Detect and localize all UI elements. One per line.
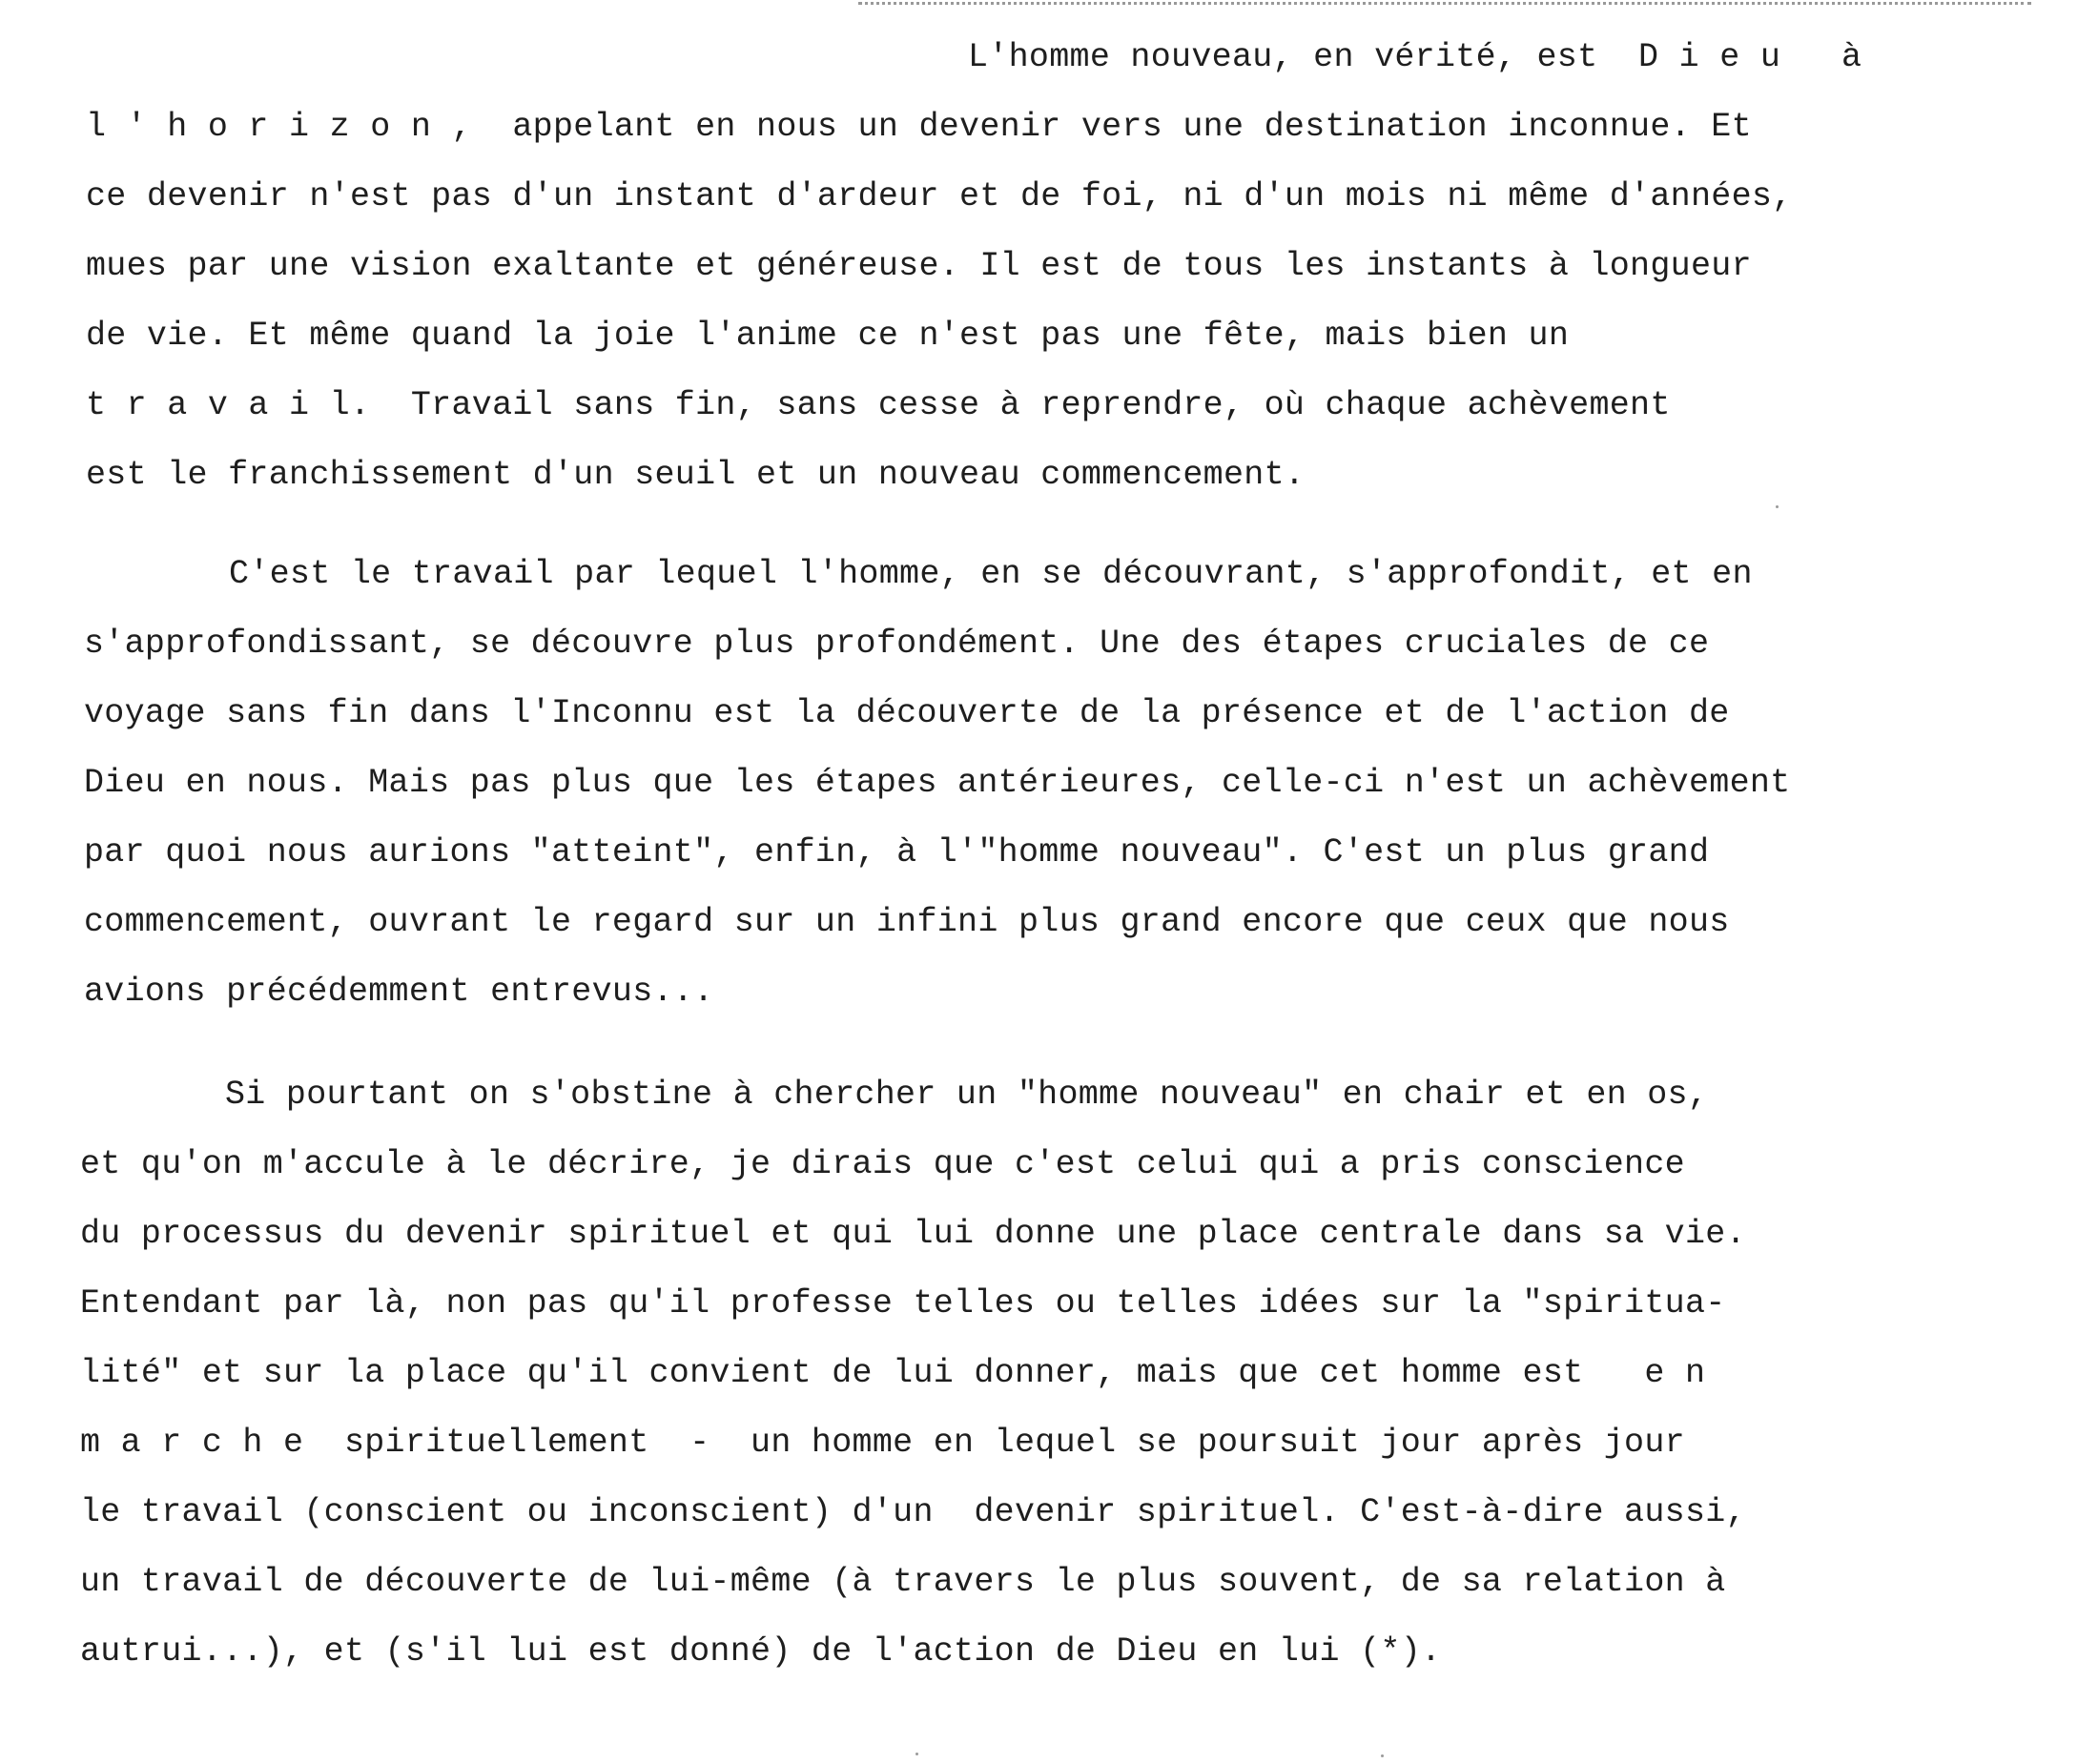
text-line: s'approfondissant, se découvre plus profondément. Une des étapes cruciales de ce — [84, 625, 1710, 663]
text-line: lité" et sur la place qu'il convient de lui donner, mais que cet homme est e n — [80, 1354, 1706, 1392]
text-line: commencement, ouvrant le regard sur un infini plus grand encore que ceux que nous — [84, 903, 1730, 941]
text-line: m a r c h e spirituellement - un homme en lequel se poursuit jour après jour — [80, 1424, 1685, 1462]
cut-off-previous-line — [858, 0, 2031, 5]
text-line: est le franchissement d'un seuil et un nouveau commencement. — [86, 456, 1306, 494]
text-line: Dieu en nous. Mais pas plus que les étapes antérieures, celle-ci n'est un achèvement — [84, 764, 1791, 802]
text-line: le travail (conscient ou inconscient) d'un devenir spirituel. C'est-à-dire aussi, — [80, 1493, 1746, 1531]
scan-speck — [1381, 1754, 1384, 1757]
text-line: L'homme nouveau, en vérité, est D i e u à — [968, 38, 1862, 76]
text-line: mues par une vision exaltante et généreuse. Il est de tous les instants à longueur — [86, 247, 1752, 285]
text-line: avions précédemment entrevus... — [84, 973, 714, 1011]
text-line: voyage sans fin dans l'Inconnu est la découverte de la présence et de l'action de — [84, 694, 1730, 732]
text-line: autrui...), et (s'il lui est donné) de l'action de Dieu en lui (*). — [80, 1632, 1442, 1671]
scan-speck — [1776, 505, 1779, 508]
text-line: Si pourtant on s'obstine à chercher un "homme nouveau" en chair et en os, — [225, 1076, 1709, 1114]
text-line: t r a v a i l. Travail sans fin, sans cesse à reprendre, où chaque achèvement — [86, 386, 1671, 424]
text-line: C'est le travail par lequel l'homme, en se découvrant, s'approfondit, et en — [229, 555, 1753, 593]
text-line: et qu'on m'accule à le décrire, je dirais que c'est celui qui a pris conscience — [80, 1145, 1685, 1183]
text-line: de vie. Et même quand la joie l'anime ce n'est pas une fête, mais bien un — [86, 317, 1570, 355]
scan-speck — [915, 1753, 918, 1755]
text-line: l ' h o r i z o n , appelant en nous un devenir vers une destination inconnue. Et — [86, 108, 1752, 146]
text-line: du processus du devenir spirituel et qui lui donne une place centrale dans sa vie. — [80, 1215, 1746, 1253]
text-line: ce devenir n'est pas d'un instant d'ardeur et de foi, ni d'un mois ni même d'années, — [86, 177, 1793, 215]
text-line: Entendant par là, non pas qu'il professe telles ou telles idées sur la "spiritua- — [80, 1284, 1726, 1323]
text-line: un travail de découverte de lui-même (à travers le plus souvent, de sa relation à — [80, 1563, 1726, 1601]
text-line: par quoi nous aurions "atteint", enfin, à l'"homme nouveau". C'est un plus grand — [84, 833, 1710, 872]
